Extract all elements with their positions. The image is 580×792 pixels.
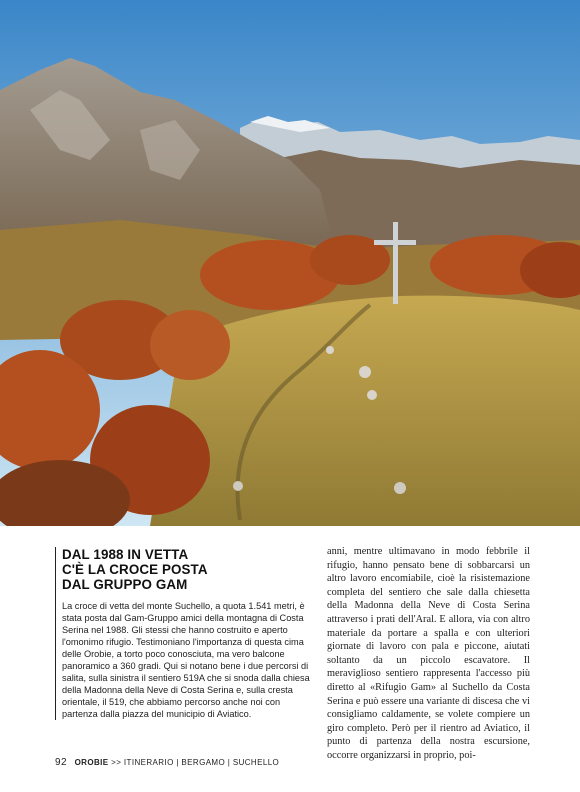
sidebar-title xyxy=(62,547,312,592)
page-number: 92 xyxy=(55,757,67,768)
sidebar-box xyxy=(55,547,312,720)
magazine-name: OROBIE xyxy=(74,758,109,767)
article-column xyxy=(327,545,530,763)
page-footer xyxy=(55,757,279,768)
sidebar-title-line: C'È LA CROCE POSTA xyxy=(62,562,208,577)
sidebar-title-line: DAL GRUPPO GAM xyxy=(62,577,188,592)
section-breadcrumb: >> ITINERARIO | BERGAMO | SUCHELLO xyxy=(111,758,280,767)
article-text: anni, mentre ultimavano in modo febbrile il rifugio, hanno pensato bene di sobbarcarsi un altro lavoro encomiabile, cioè la risistemazione completa del sentiero che sale dalla chiesetta della Madonna della Neve di Costa Serina attraverso i prati dell'Aral. E allora, via con altro materiale da portare a spalla e con ulteriori giornate di lavoro con pala e piccone, aiutati soltanto da un piccolo escavatore. Il meraviglioso sentiero rappresenta l'accesso più diretto al «Rifugio Gam» al Suchello da Costa Serina e può essere una variante di discesa che vi consigliamo caldamente, se volete compiere un giro completo. Però per il rientro ad Aviatico, il punto di partenza della nostra escursione, occorre organizzarsi in proprio, poi- xyxy=(327,546,530,761)
sidebar-title-line: DAL 1988 IN VETTA xyxy=(62,547,189,562)
sidebar-body: La croce di vetta del monte Suchello, a quota 1.541 metri, è stata posta dal Gam-Gruppo amici della montagna di Costa Serina nel 1988. Gli stessi che hanno costruito e aperto l'omonimo rifugio. Testimoniano l'importanza di questa cima delle Orobie, a torto poco conosciuta, ma vero balcone panoramico a 360 gradi. Qui si notano bene i due percorsi di salita, sulla sinistra il sentiero 519A che si snoda dalla chiesa della Madonna della Neve di Costa Serina e, sulla cresta orientale, il 519, che abbiamo percorso anche noi con partenza dalla piazza del municipio di Aviatico. xyxy=(62,601,310,719)
